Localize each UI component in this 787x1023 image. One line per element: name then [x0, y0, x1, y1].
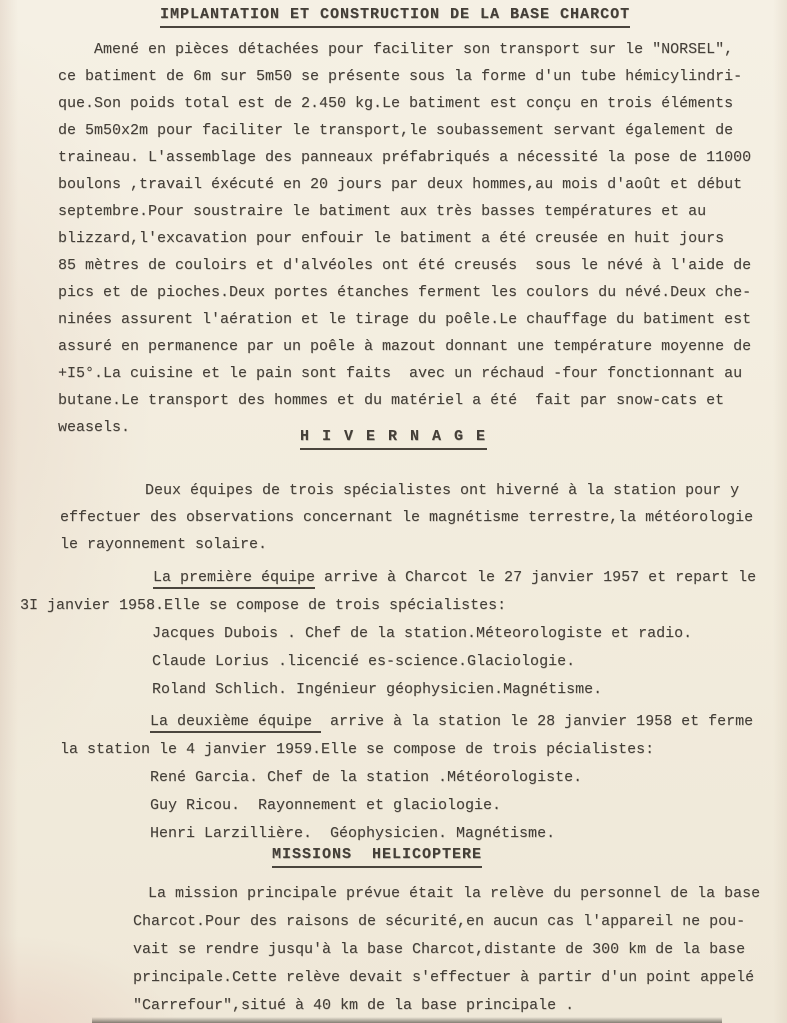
team-member-line: René Garcia. Chef de la station .Météorologiste. [150, 769, 583, 786]
team-member-line: Henri Larzillière. Géophysicien. Magnétisme. [150, 825, 556, 842]
hivernage-heading-block [0, 428, 787, 450]
second-team-lead-rest: arrive à la station le 28 janvier 1958 et ferme [321, 713, 754, 730]
text-line: que.Son poids total est de 2.450 kg.Le batiment est conçu en trois éléments [58, 95, 734, 112]
text-line [0, 564, 756, 592]
text-line: ninées assurent l'aération et le tirage du poêle.Le chauffage du batiment est [58, 311, 752, 328]
text-line: la station le 4 janvier 1959.Elle se compose de trois pécialistes: [60, 741, 655, 758]
missions-paragraph [133, 880, 760, 1020]
second-team-paragraph [0, 708, 753, 848]
text-line: weasels. [58, 419, 131, 436]
text-line: vait se rendre jusqu'à la base Charcot,distante de 300 km de la base [133, 941, 746, 958]
text-line: assuré en permanence par un poêle à mazout donnant une température moyenne de [58, 338, 752, 355]
text-line: ce batiment de 6m sur 5m50 se présente sous la forme d'un tube hémicylindri- [58, 68, 743, 85]
text-line: "Carrefour",situé à 40 km de la base principale . [133, 997, 575, 1014]
team-member-line: Roland Schlich. Ingénieur géophysicien.Magnétisme. [152, 681, 603, 698]
text-line: effectuer des observations concernant le magnétisme terrestre,la météorologie [60, 509, 754, 526]
text-line: 3I janvier 1958.Elle se compose de trois spécialistes: [20, 597, 507, 614]
scan-edge-shadow [92, 1017, 722, 1023]
first-team-lead-rest: arrive à Charcot le 27 janvier 1957 et repart le [315, 569, 757, 586]
team-member-line: Guy Ricou. Rayonnement et glaciologie. [150, 797, 502, 814]
team-member-line: Claude Lorius .licencié es-science.Glaciologie. [152, 653, 576, 670]
text-line: boulons ,travail éxécuté en 20 jours par deux hommes,au mois d'août et début [58, 176, 743, 193]
title-block [160, 6, 630, 28]
text-line: Deux équipes de trois spécialistes ont hiverné à la station pour y [145, 482, 740, 499]
text-line: Charcot.Pour des raisons de sécurité,en aucun cas l'appareil ne pou- [133, 913, 746, 930]
text-line: +I5°.La cuisine et le pain sont faits avec un réchaud -four fonctionnant au [58, 365, 743, 382]
first-team-lead: La première équipe [153, 569, 315, 589]
document-title: IMPLANTATION ET CONSTRUCTION DE LA BASE CHARCOT [160, 6, 630, 28]
hivernage-heading: H I V E R N A G E [300, 428, 487, 450]
hivernage-paragraph [60, 477, 753, 558]
text-line [0, 708, 753, 736]
missions-heading-block [272, 846, 482, 868]
text-line: septembre.Pour soustraire le batiment aux très basses températures et au [58, 203, 707, 220]
text-line: traineau. L'assemblage des panneaux préfabriqués a nécessité la pose de 11000 [58, 149, 752, 166]
text-line: de 5m50x2m pour faciliter le transport,le soubassement servant également de [58, 122, 734, 139]
text-line: 85 mètres de couloirs et d'alvéoles ont été creusés sous le névé à l'aide de [58, 257, 752, 274]
second-team-lead: La deuxième équipe [150, 713, 321, 733]
text-line: le rayonnement solaire. [60, 536, 268, 553]
text-line: pics et de pioches.Deux portes étanches ferment les coulors du névé.Deux che- [58, 284, 752, 301]
first-team-paragraph [0, 564, 756, 704]
team-member-line: Jacques Dubois . Chef de la station.Méteorologiste et radio. [152, 625, 693, 642]
text-line: blizzard,l'excavation pour enfouir le batiment a été creusée en huit jours [58, 230, 725, 247]
missions-heading: MISSIONS HELICOPTERE [272, 846, 482, 868]
text-line: principale.Cette relève devait s'effectuer à partir d'un point appelé [133, 969, 755, 986]
text-line: La mission principale prévue était la relève du personnel de la base [148, 885, 761, 902]
text-line: Amené en pièces détachées pour faciliter son transport sur le "NORSEL", [94, 41, 734, 58]
construction-paragraph [58, 36, 751, 441]
text-line: butane.Le transport des hommes et du matériel a été fait par snow-cats et [58, 392, 725, 409]
